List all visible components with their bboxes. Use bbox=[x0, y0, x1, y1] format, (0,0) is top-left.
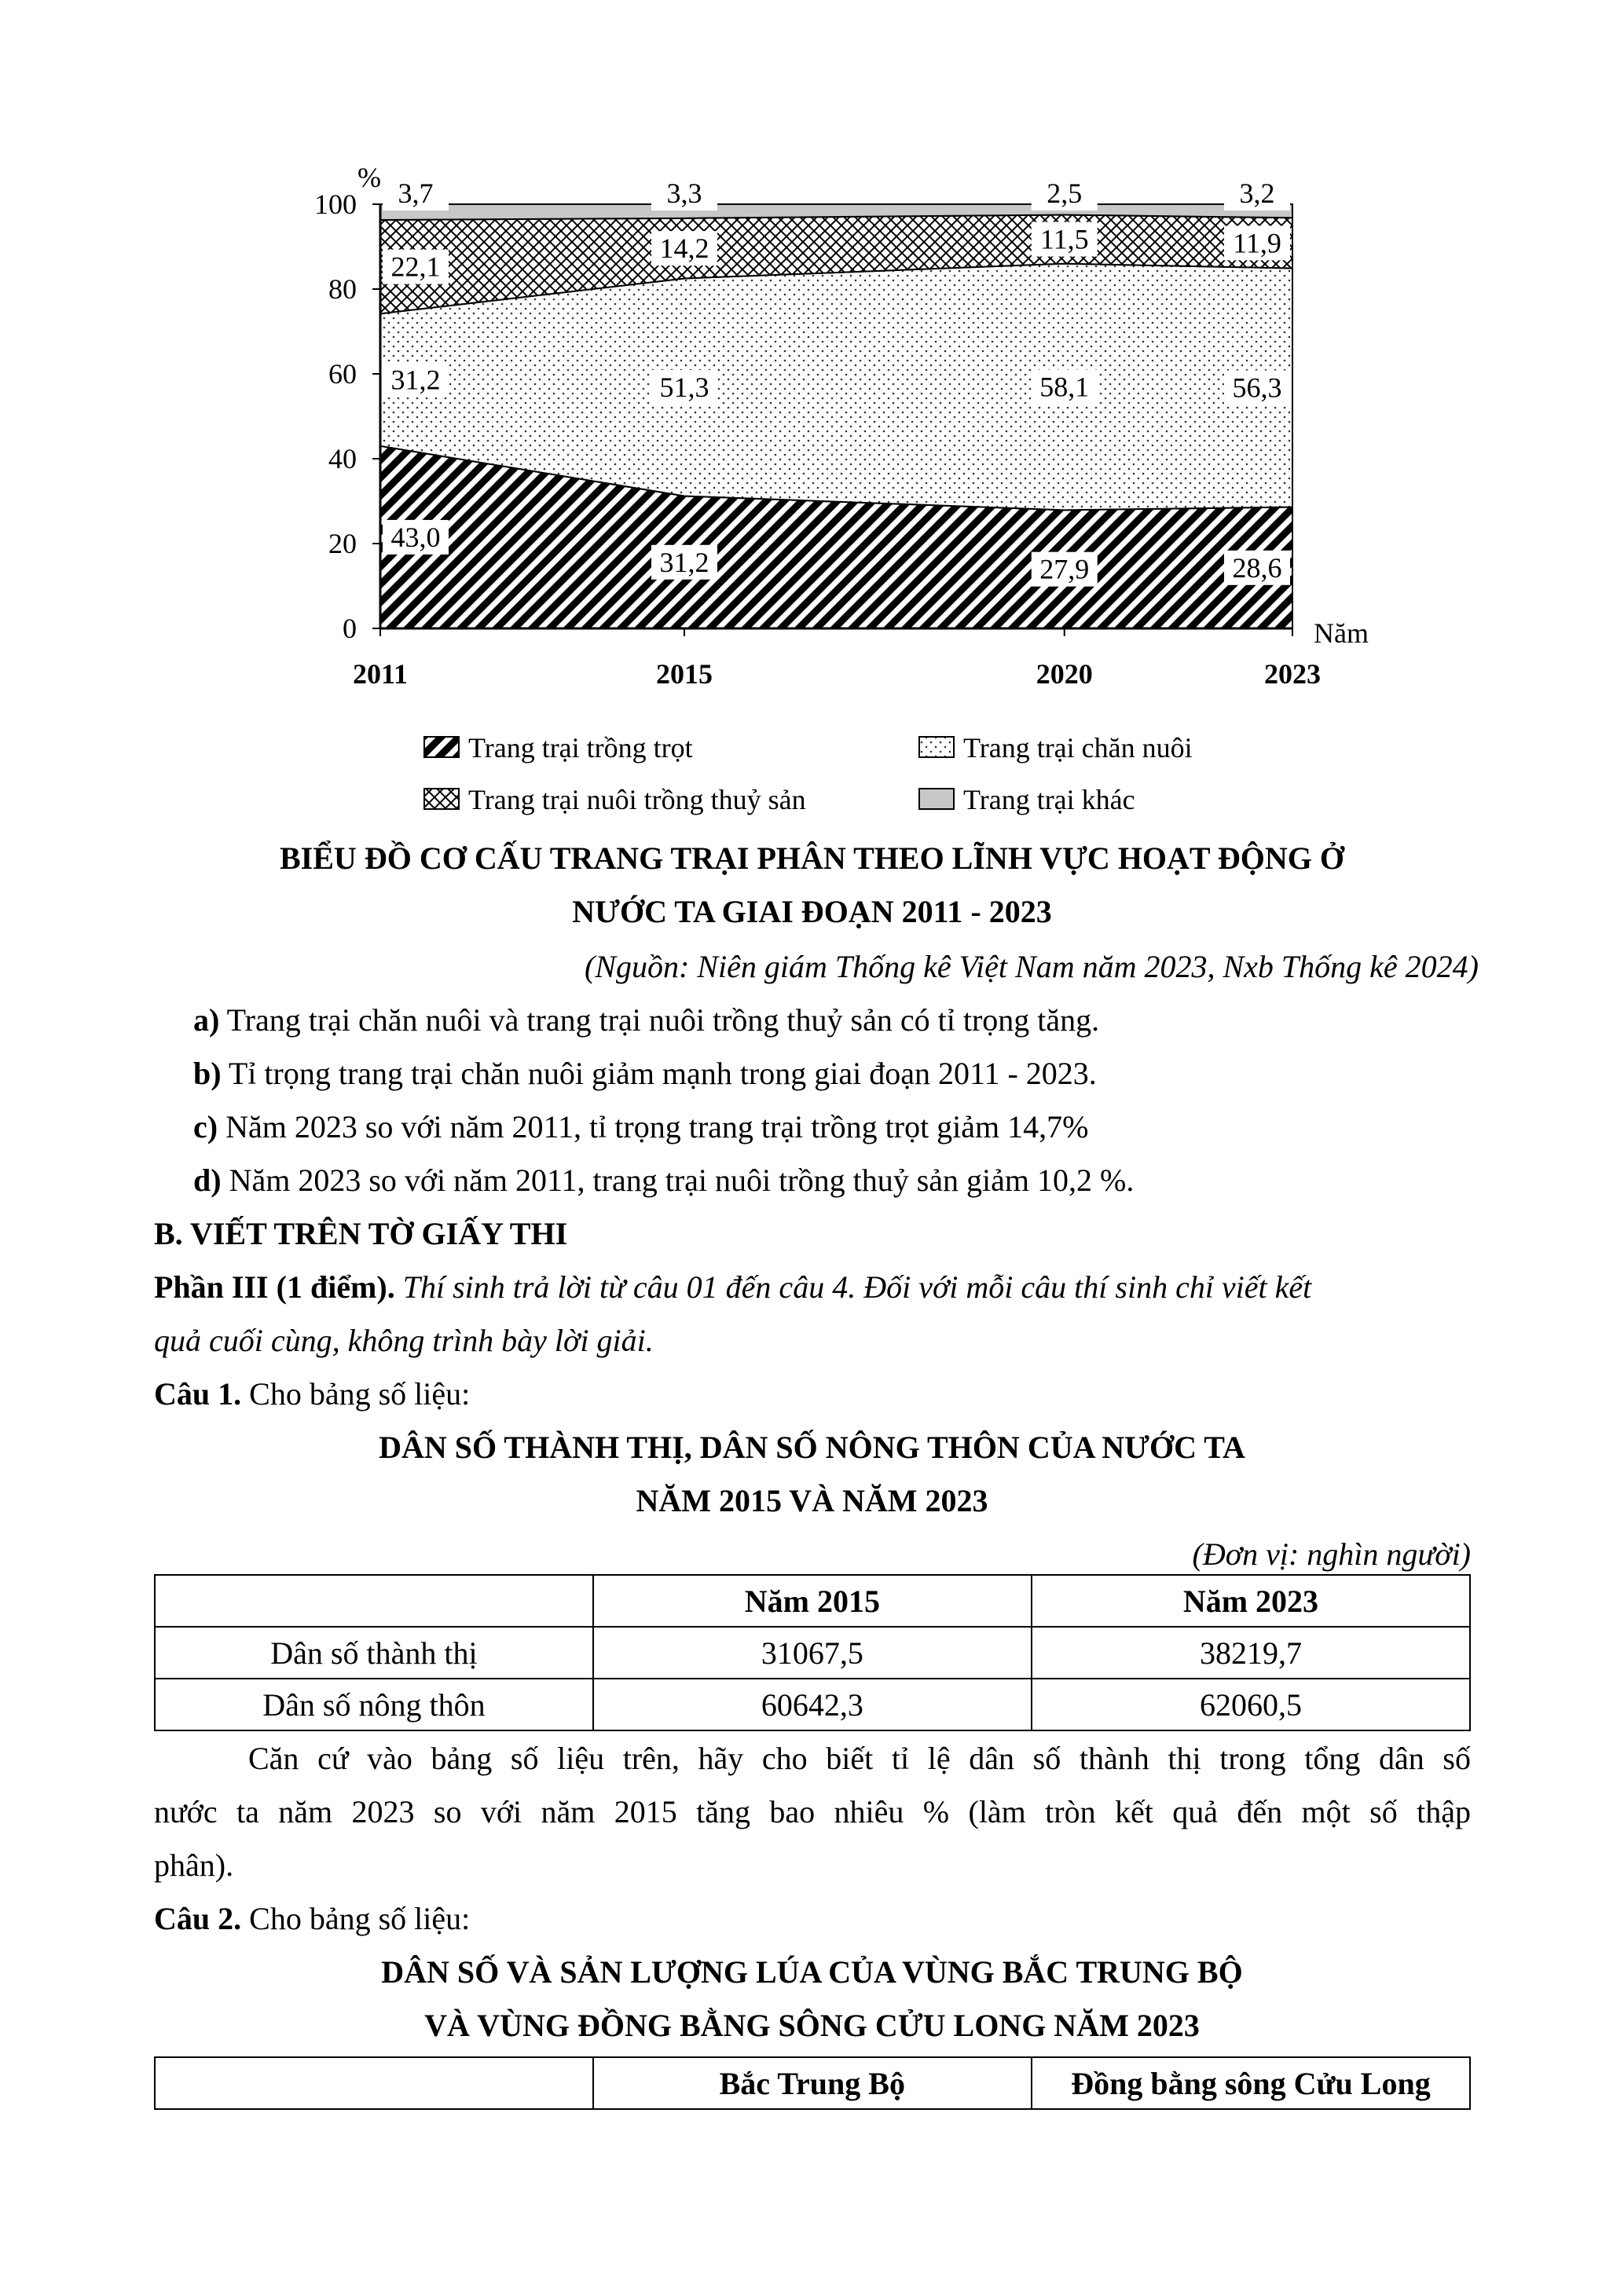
q2-table-title-2: VÀ VÙNG ĐỒNG BẰNG SÔNG CỬU LONG NĂM 2023 bbox=[424, 2008, 1200, 2043]
chart-source: (Nguồn: Niên giám Thống kê Việt Nam năm 2023, Nxb Thống kê 2024) bbox=[584, 949, 1479, 984]
y-tick-label: 80 bbox=[328, 273, 357, 305]
farm-structure-chart bbox=[0, 0, 1624, 833]
q2-table bbox=[154, 2056, 1471, 2110]
legend-swatch bbox=[424, 737, 459, 757]
segment-label: 31,2 bbox=[659, 546, 709, 578]
q1-table bbox=[154, 1574, 1471, 1731]
table-header-cell: Bắc Trung Bộ bbox=[593, 2057, 1032, 2109]
table-cell: Dân số nông thôn bbox=[155, 1679, 593, 1730]
legend-swatch bbox=[919, 737, 954, 757]
table-cell: 60642,3 bbox=[593, 1679, 1032, 1730]
legend-label: Trang trại khác bbox=[963, 784, 1135, 815]
statement-label: d) bbox=[193, 1163, 222, 1198]
q2-heading bbox=[154, 1899, 470, 1939]
segment-label: 3,7 bbox=[398, 178, 434, 209]
table-header-row bbox=[155, 1575, 1470, 1627]
q1-question-line-2: nước ta năm 2023 so với năm 2015 tăng bao nhiêu % (làm tròn kết quả đến một số thập bbox=[154, 1794, 1471, 1829]
table-header-cell: Năm 2015 bbox=[593, 1575, 1032, 1627]
legend-label: Trang trại chăn nuôi bbox=[963, 732, 1193, 764]
segment-label: 51,3 bbox=[659, 372, 709, 404]
table-row bbox=[155, 1679, 1470, 1730]
q1-label: Câu 1. bbox=[154, 1376, 242, 1412]
x-tick-label: 2015 bbox=[656, 658, 713, 690]
chart-legend bbox=[424, 732, 1193, 815]
segment-label: 2,5 bbox=[1047, 178, 1083, 209]
chart-title-line-2: NƯỚC TA GIAI ĐOẠN 2011 - 2023 bbox=[572, 894, 1052, 929]
q1-table-title-1: DÂN SỐ THÀNH THỊ, DÂN SỐ NÔNG THÔN CỦA NƯỚC TA bbox=[379, 1430, 1245, 1465]
statement-d bbox=[193, 1161, 1134, 1200]
y-ticks bbox=[314, 189, 380, 644]
segment-label: 56,3 bbox=[1232, 372, 1282, 404]
table-cell: 62060,5 bbox=[1032, 1679, 1470, 1730]
part3-line-2: quả cuối cùng, không trình bày lời giải. bbox=[154, 1323, 654, 1358]
section-b-heading: B. VIẾT TRÊN TỜ GIẤY THI bbox=[154, 1216, 568, 1251]
x-tick-label: 2023 bbox=[1264, 658, 1321, 690]
table-header-cell bbox=[155, 2057, 593, 2109]
segment-label: 58,1 bbox=[1039, 371, 1090, 403]
segment-label: 11,5 bbox=[1039, 223, 1089, 255]
x-ticks bbox=[353, 628, 1321, 690]
q1-question-line-3: phân). bbox=[154, 1847, 234, 1883]
legend-label: Trang trại nuôi trồng thuỷ sản bbox=[468, 784, 806, 815]
statement-label: a) bbox=[193, 1002, 220, 1038]
x-tick-label: 2011 bbox=[352, 658, 409, 690]
segment-label: 11,9 bbox=[1233, 227, 1281, 259]
segment-label: 3,3 bbox=[666, 178, 702, 209]
y-tick-label: 40 bbox=[328, 443, 357, 474]
q1-table-unit: (Đơn vị: nghìn người) bbox=[1192, 1536, 1471, 1572]
y-tick-label: 100 bbox=[314, 189, 357, 220]
statement-text: Năm 2023 so với năm 2011, tỉ trọng trang trại trồng trọt giảm 14,7% bbox=[218, 1109, 1089, 1144]
table-cell: 31067,5 bbox=[593, 1627, 1032, 1679]
y-tick-label: 60 bbox=[328, 358, 357, 390]
y-tick-label: 0 bbox=[343, 613, 357, 644]
statement-label: b) bbox=[193, 1056, 222, 1091]
part3-instructions: Thí sinh trả lời từ câu 01 đến câu 4. Đối với mỗi câu thí sinh chỉ viết kết bbox=[394, 1269, 1312, 1305]
statement-text: Năm 2023 so với năm 2011, trang trại nuôi trồng thuỷ sản giảm 10,2 %. bbox=[221, 1163, 1135, 1198]
x-tick-label: 2020 bbox=[1036, 658, 1093, 690]
statement-text: Trang trại chăn nuôi và trang trại nuôi trồng thuỷ sản có tỉ trọng tăng. bbox=[219, 1002, 1100, 1038]
table-cell: Dân số thành thị bbox=[155, 1627, 593, 1679]
table-cell: 38219,7 bbox=[1032, 1627, 1470, 1679]
segment-label: 43,0 bbox=[390, 521, 441, 553]
statement-b bbox=[193, 1054, 1097, 1093]
q1-table-title-2: NĂM 2015 VÀ NĂM 2023 bbox=[636, 1483, 988, 1518]
chart-title-line-1: BIỂU ĐỒ CƠ CẤU TRANG TRẠI PHÂN THEO LĨNH VỰC HOẠT ĐỘNG Ở bbox=[280, 840, 1344, 876]
table-header-row bbox=[155, 2057, 1470, 2109]
segment-label: 14,2 bbox=[659, 233, 709, 265]
statement-label: c) bbox=[193, 1109, 218, 1144]
q2-label: Câu 2. bbox=[154, 1901, 242, 1936]
statement-c bbox=[193, 1108, 1088, 1147]
q1-heading bbox=[154, 1375, 470, 1414]
segment-label: 27,9 bbox=[1039, 553, 1090, 585]
table-row bbox=[155, 1627, 1470, 1679]
legend-label: Trang trại trồng trọt bbox=[468, 732, 693, 764]
part3-line-1 bbox=[154, 1268, 1471, 1307]
area-layers bbox=[380, 204, 1292, 628]
q2-table-title-1: DÂN SỐ VÀ SẢN LƯỢNG LÚA CỦA VÙNG BẮC TRUNG BỘ bbox=[381, 1954, 1243, 1990]
q2-intro: Cho bảng số liệu: bbox=[241, 1901, 471, 1936]
q1-question-line-1: Căn cứ vào bảng số liệu trên, hãy cho biết tỉ lệ dân số thành thị trong tổng dân số bbox=[248, 1741, 1471, 1776]
table-header-cell: Đồng bằng sông Cửu Long bbox=[1032, 2057, 1470, 2109]
segment-label: 31,2 bbox=[390, 364, 441, 396]
x-axis-label: Năm bbox=[1314, 617, 1369, 649]
segment-label: 3,2 bbox=[1239, 178, 1275, 209]
y-tick-label: 20 bbox=[328, 528, 357, 559]
part3-label: Phần III (1 điểm). bbox=[154, 1269, 395, 1305]
q1-intro: Cho bảng số liệu: bbox=[241, 1376, 471, 1412]
table-header-cell bbox=[155, 1575, 593, 1627]
table-header-cell: Năm 2023 bbox=[1032, 1575, 1470, 1627]
segment-label: 22,1 bbox=[390, 251, 441, 283]
legend-swatch bbox=[424, 789, 459, 809]
y-axis-label: % bbox=[357, 162, 381, 193]
statement-a bbox=[193, 1001, 1099, 1040]
segment-label: 28,6 bbox=[1232, 551, 1282, 584]
legend-swatch bbox=[919, 789, 954, 809]
statement-text: Tỉ trọng trang trại chăn nuôi giảm mạnh trong giai đoạn 2011 - 2023. bbox=[221, 1056, 1097, 1091]
